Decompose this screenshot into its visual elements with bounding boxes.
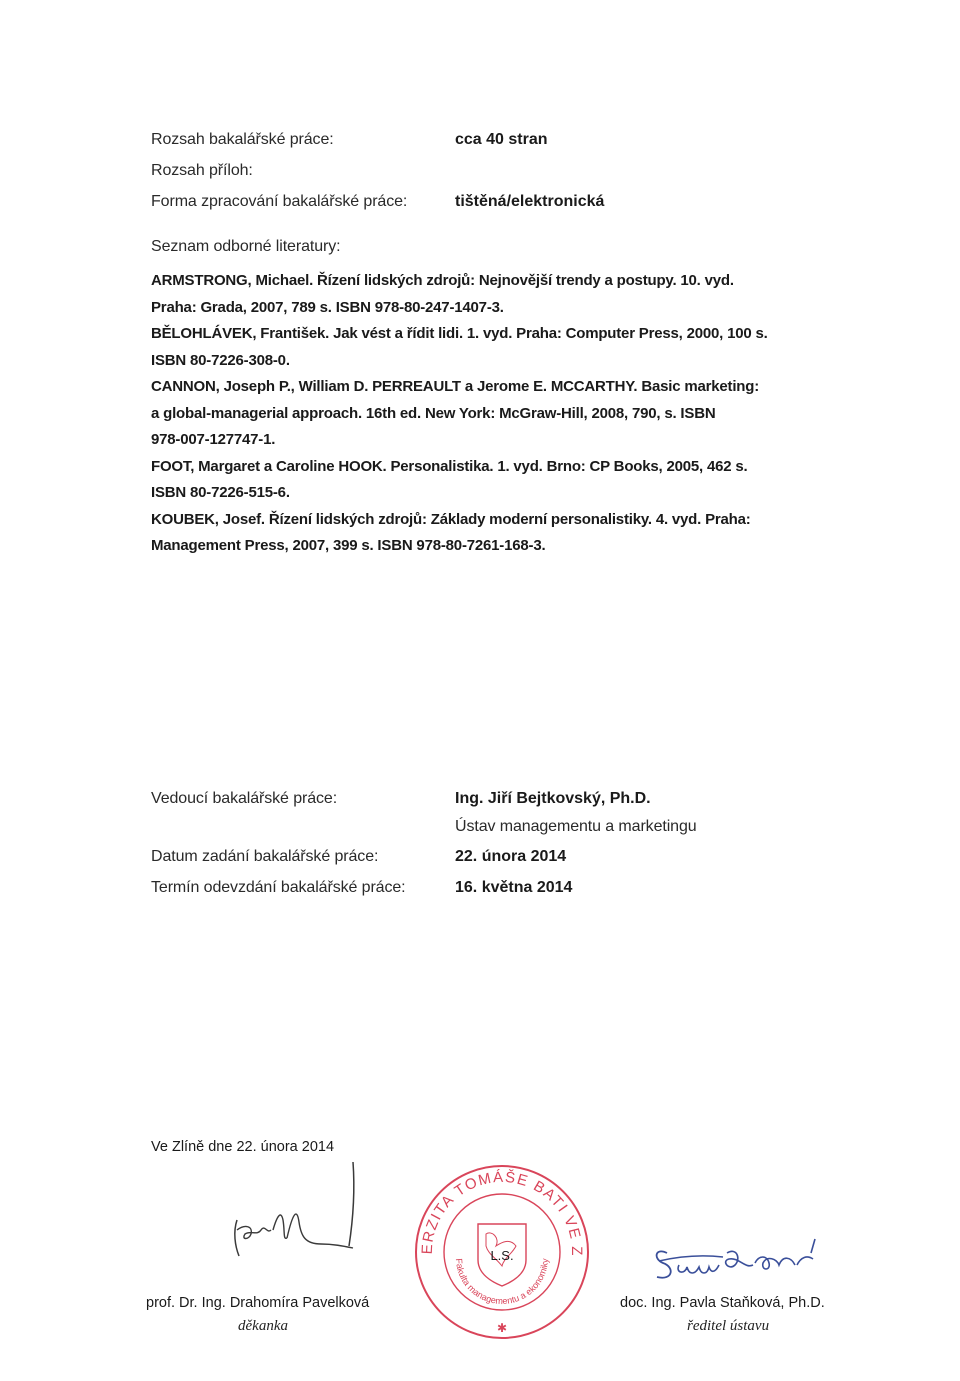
stamp-text: UNIVERZITA TOMÁŠE BATI VE ZLÍNĚ: [405, 1149, 586, 1257]
literature-line: Praha: Grada, 2007, 789 s. ISBN 978-80-247-1407-3.: [151, 298, 504, 316]
right-signature: [645, 1225, 825, 1285]
literature-line: Management Press, 2007, 399 s. ISBN 978-80-7261-168-3.: [151, 537, 546, 554]
literature-line: ISBN 80-7226-308-0.: [151, 351, 290, 369]
rozsah-priloh-label: Rozsah příloh:: [151, 162, 253, 179]
literature-line: FOOT, Margaret a Caroline HOOK. Personalistika. 1. vyd. Brno: CP Books, 2005, 462 s.: [151, 457, 748, 475]
literature-line: 978-007-127747-1.: [151, 431, 276, 448]
svg-text:UNIVERZITA TOMÁŠE BATI VE ZLÍN: [406, 1149, 585, 1257]
rozsah-prace-label: Rozsah bakalářské práce:: [151, 131, 334, 148]
forma-value: tištěná/elektronická: [455, 193, 605, 210]
right-signatory-role: ředitel ústavu: [687, 1318, 770, 1334]
place-date: Ve Zlíně dne 22. února 2014: [151, 1139, 335, 1155]
right-signatory-name: doc. Ing. Pavla Staňková, Ph.D.: [620, 1295, 825, 1311]
left-signatory-name: prof. Dr. Ing. Drahomíra Pavelková: [146, 1295, 370, 1311]
vedouci-name: Ing. Jiří Bejtkovský, Ph.D.: [455, 790, 651, 807]
literature-line: KOUBEK, Josef. Řízení lidských zdrojů: Základy moderní personalistiky. 4. vyd. Praha:: [151, 510, 751, 528]
rozsah-prace-value: cca 40 stran: [455, 131, 548, 148]
literature-line: BĚLOHLÁVEK, František. Jak vést a řídit lidi. 1. vyd. Praha: Computer Press, 2000, 100 s.: [151, 325, 768, 342]
literature-heading: Seznam odborné literatury:: [151, 238, 341, 255]
stamp-inner-text: Fakulta managementu a ekonomiky: [453, 1258, 551, 1307]
stamp-ls: L.S.: [490, 1248, 514, 1263]
literature-line: ISBN 80-7226-515-6.: [151, 484, 290, 501]
termin-label: Termín odevzdání bakalářské práce:: [151, 879, 406, 896]
datum-value: 22. února 2014: [455, 848, 567, 865]
left-signature: [225, 1160, 365, 1260]
datum-label: Datum zadání bakalářské práce:: [151, 848, 379, 865]
literature-list: [151, 268, 851, 560]
literature-line: a global-managerial approach. 16th ed. New York: McGraw-Hill, 2008, 790, s. ISBN: [151, 404, 716, 422]
literature-line: ARMSTRONG, Michael. Řízení lidských zdrojů: Nejnovější trendy a postupy. 10. vyd.: [151, 272, 734, 289]
forma-label: Forma zpracování bakalářské práce:: [151, 193, 408, 210]
vedouci-label: Vedoucí bakalářské práce:: [151, 790, 338, 807]
vedouci-ustav: Ústav managementu a marketingu: [455, 818, 697, 835]
left-signatory-role: děkanka: [238, 1318, 288, 1334]
termin-value: 16. května 2014: [455, 879, 573, 896]
stamp-star-icon: ✱: [496, 1321, 508, 1335]
literature-line: CANNON, Joseph P., William D. PERREAULT a Jerome E. MCCARTHY. Basic marketing:: [151, 378, 760, 395]
university-stamp: [405, 1149, 592, 1342]
